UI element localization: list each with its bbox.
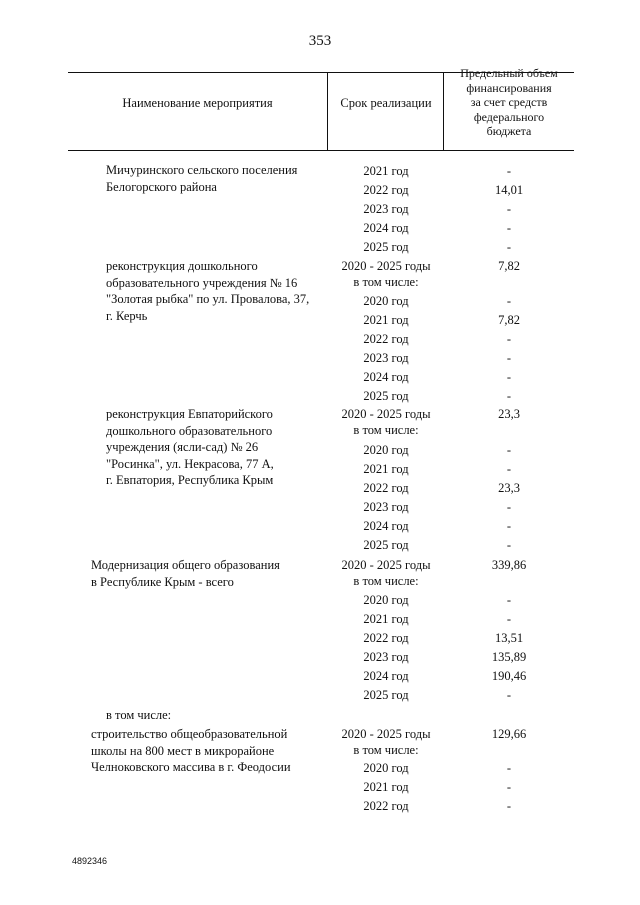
term-cell: 2022 год [363,481,409,495]
term-cell: 2020 год [363,593,409,607]
event-name-line: строительство общеобразовательной [91,727,288,741]
term-cell: 2020 год [363,761,409,775]
term-line: в том числе: [353,275,419,289]
event-name-line: Белогорского района [106,179,217,194]
event-name [106,707,171,724]
event-name-line: учреждения (ясли-сад) № 26 [106,440,259,454]
value-cell: 7,82 [498,259,520,273]
value-cell: - [506,240,512,254]
value-cell: - [506,593,512,607]
document-code: 4892346 [72,856,108,866]
term-cell: 2023 год [363,202,409,216]
term-cell: 2024 год [363,221,409,235]
value-cell: - [506,462,512,476]
header-divider-2 [443,72,444,150]
event-name-line: г. Керчь [106,308,148,323]
value-cell: 190,46 [491,669,527,683]
term-cell: 2023 год [363,351,409,365]
event-name-line: Мичуринского сельского поселения [106,163,298,177]
term-cell [330,258,442,290]
event-name-line: "Золотая рыбка" по ул. Провалова, 37, [106,292,310,306]
event-name-line: "Росинка", ул. Некрасова, 77 А, [106,456,274,471]
term-cell: 2024 год [363,370,409,384]
term-line: в том числе: [353,743,419,757]
event-name-line: образовательного учреждения № 16 [106,275,298,290]
event-name [106,406,274,489]
value-cell: 14,01 [494,183,524,197]
event-name-line: в том числе: [106,708,172,722]
term-cell [330,557,442,589]
event-name [106,162,297,195]
term-cell: 2024 год [363,519,409,533]
value-cell: - [506,780,512,794]
header-volume-cell [446,66,572,139]
value-cell: - [506,443,512,457]
value-cell: 129,66 [491,727,527,741]
value-cell: - [506,164,512,178]
term-line: 2020 - 2025 годы [341,558,431,572]
value-cell: - [506,202,512,216]
header-bottom-rule [68,150,574,151]
value-cell: - [506,221,512,235]
term-line: в том числе: [353,423,419,437]
value-cell: 339,86 [491,558,527,572]
value-cell: 7,82 [498,313,520,327]
term-cell: 2025 год [363,389,409,403]
event-name-line: реконструкция дошкольного [106,259,258,273]
term-line: 2020 - 2025 годы [341,407,431,421]
term-cell: 2023 год [363,500,409,514]
term-cell: 2025 год [363,538,409,552]
header-volume-line: за счет средств [470,95,548,109]
value-cell: 23,3 [498,481,520,495]
event-name [91,726,291,776]
term-cell: 2022 год [363,631,409,645]
term-cell: 2022 год [363,799,409,813]
term-cell: 2025 год [363,688,409,702]
page-number: 353 [308,33,332,49]
header-volume-line: бюджета [486,124,532,138]
term-cell [330,726,442,758]
value-cell: - [506,351,512,365]
event-name-line: г. Евпатория, Республика Крым [106,473,274,487]
value-cell: 135,89 [491,650,527,664]
term-cell: 2023 год [363,650,409,664]
event-name-line: дошкольного образовательного [106,423,273,438]
value-cell: 13,51 [494,631,524,645]
event-name-line: Челноковского массива в г. Феодосии [91,760,291,774]
header-volume-line: федерального [473,109,545,124]
value-cell: - [506,688,512,702]
header-volume-line: финансирования [466,80,552,95]
term-cell: 2025 год [363,240,409,254]
term-cell: 2022 год [363,183,409,197]
value-cell: - [506,538,512,552]
value-cell: - [506,370,512,384]
term-cell: 2021 год [363,780,409,794]
header-volume-line: Предельный объем [460,66,558,80]
header-name-cell: Наименование мероприятия [122,96,273,110]
term-cell [330,406,442,438]
value-cell: - [506,761,512,775]
event-name-line: Модернизация общего образования [91,558,280,572]
event-name-line: школы на 800 мест в микрорайоне [91,743,275,758]
value-cell: - [506,799,512,813]
term-cell: 2022 год [363,332,409,346]
term-line: 2020 - 2025 годы [341,727,431,741]
value-cell: - [506,332,512,346]
value-cell: - [506,500,512,514]
header-term-cell: Срок реализации [340,96,432,110]
value-cell: - [506,294,512,308]
term-cell: 2020 год [363,443,409,457]
value-cell: - [506,389,512,403]
event-name [106,258,309,324]
value-cell: - [506,519,512,533]
term-cell: 2021 год [363,313,409,327]
event-name-line: реконструкция Евпаторийского [106,407,273,421]
event-name [91,557,280,590]
event-name-line: в Республике Крым - всего [91,574,234,589]
term-cell: 2020 год [363,294,409,308]
term-cell: 2024 год [363,669,409,683]
term-cell: 2021 год [363,164,409,178]
term-line: 2020 - 2025 годы [341,259,431,273]
header-divider-1 [327,72,328,150]
term-cell: 2021 год [363,462,409,476]
term-cell: 2021 год [363,612,409,626]
value-cell: - [506,612,512,626]
value-cell: 23,3 [498,407,520,421]
term-line: в том числе: [353,574,419,588]
